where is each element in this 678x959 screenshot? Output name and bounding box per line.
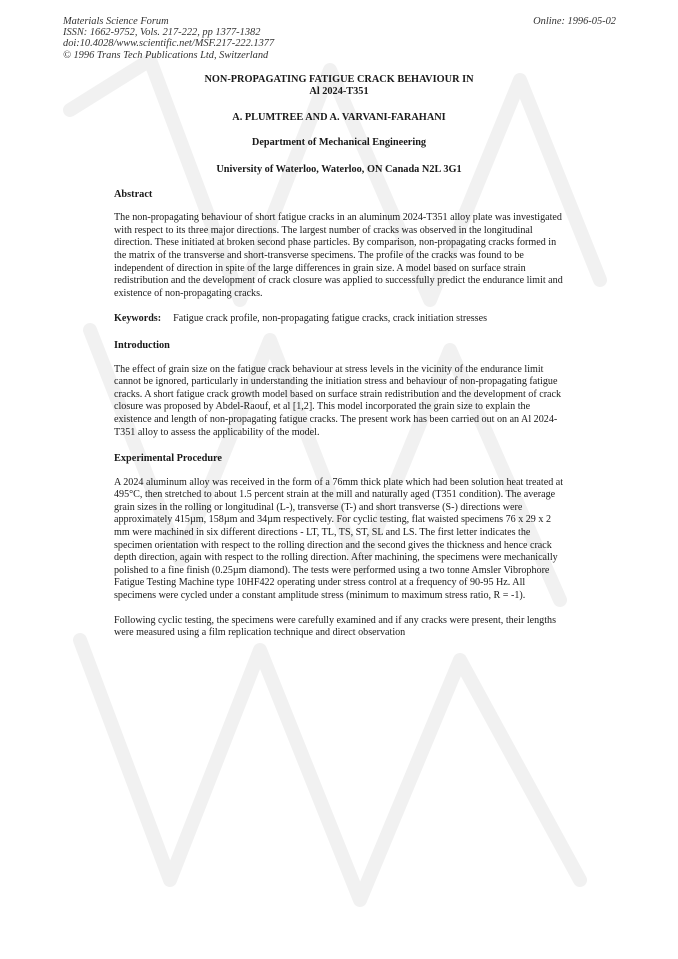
journal-header [63, 16, 274, 61]
title-line-1: NON-PROPAGATING FATIGUE CRACK BEHAVIOUR IN [204, 74, 474, 85]
online-date: Online: 1996-05-02 [533, 16, 616, 27]
authors: A. PLUMTREE AND A. VARVANI-FARAHANI [232, 111, 446, 123]
experimental-heading: Experimental Procedure [114, 453, 223, 465]
abstract-heading: Abstract [114, 188, 153, 200]
introduction-heading: Introduction [114, 339, 170, 351]
abstract-text: The non-propagating behaviour of short fatigue cracks in an aluminum 2024-T351 alloy plate was investigated with respect to its three major directions. The largest number of cracks was observed in the longitudinal direction. These initiated at broken second phase particles. By comparison, non-propagating cracks formed in the matrix of the transverse and short-transverse specimens. The profile of the cracks was found to be independent of direction in spite of the large differences in grain size. A model based on surface strain redistribution and the development of crack closure was applied to successfully predict the endurance limit and existence of non-propagating cracks. [114, 212, 563, 299]
issn-line: ISSN: 1662-9752, Vols. 217-222, pp 1377-1382 [63, 27, 261, 39]
title-line-2: Al 2024-T351 [309, 86, 369, 98]
keywords [114, 313, 564, 326]
keywords-label: Keywords: [114, 313, 162, 325]
experimental-paragraph-1: A 2024 aluminum alloy was received in the form of a 76mm thick plate which had been solution heat treated at 495°C, then stretched to about 1.5 percent strain at the mill and naturally aged (T351 condition). The average grain sizes in the rolling or longitudinal (L-), transverse (T-) and short transverse (S-) directions were approximately 415µm, 158µm and 34µm respectively. For cyclic testing, flat waisted specimens 76 x 29 x 2 mm were machined in six different directions - LT, TL, TS, ST, SL and LS. The first letter indicates the specimen orientation with respect to the rolling direction and the second gives the thickness and hence crack depth direction, again with respect to the rolling direction. After machining, the specimens were mechanically polished to a fine finish (0.25µm diamond). The tests were performed using a two tonne Amsler Vibrophore Fatigue Testing Machine type 10HF422 operating under stress control at a frequency of 90-95 Hz. All specimens were cycled under a constant amplitude stress (minimum to maximum stress ratio, R = -1). [114, 476, 564, 602]
department: Department of Mechanical Engineering [251, 137, 427, 149]
keywords-text: Fatigue crack profile, non-propagating fatigue cracks, crack initiation stresses [173, 313, 488, 325]
paper-title [114, 74, 564, 99]
copyright-line: © 1996 Trans Tech Publications Ltd, Switzerland [63, 49, 269, 61]
experimental-paragraph-2: Following cyclic testing, the specimens were carefully examined and if any cracks were present, their lengths were measured using a film replication technique and direct observation [114, 614, 557, 639]
paper-body [114, 74, 564, 640]
university: University of Waterloo, Waterloo, ON Canada N2L 3G1 [216, 164, 462, 175]
journal-name: Materials Science Forum [63, 16, 169, 27]
introduction-text: The effect of grain size on the fatigue crack behaviour at stress levels in the vicinity of the endurance limit cannot be ignored, particularly in understanding the initiation stress and behaviour of non-propagating fatigue cracks. A short fatigue crack growth model based on surface strain redistribution and the development of crack closure was proposed by Abdel-Raouf, et al [1,2]. This model incorporated the grain size to explain the existence and length of non-propagating fatigue cracks. The present work has been carried out on an Al 2024-T351 alloy to assess the applicability of the model. [114, 363, 562, 438]
doi-line: doi:10.4028/www.scientific.net/MSF.217-222.1377 [63, 38, 275, 50]
